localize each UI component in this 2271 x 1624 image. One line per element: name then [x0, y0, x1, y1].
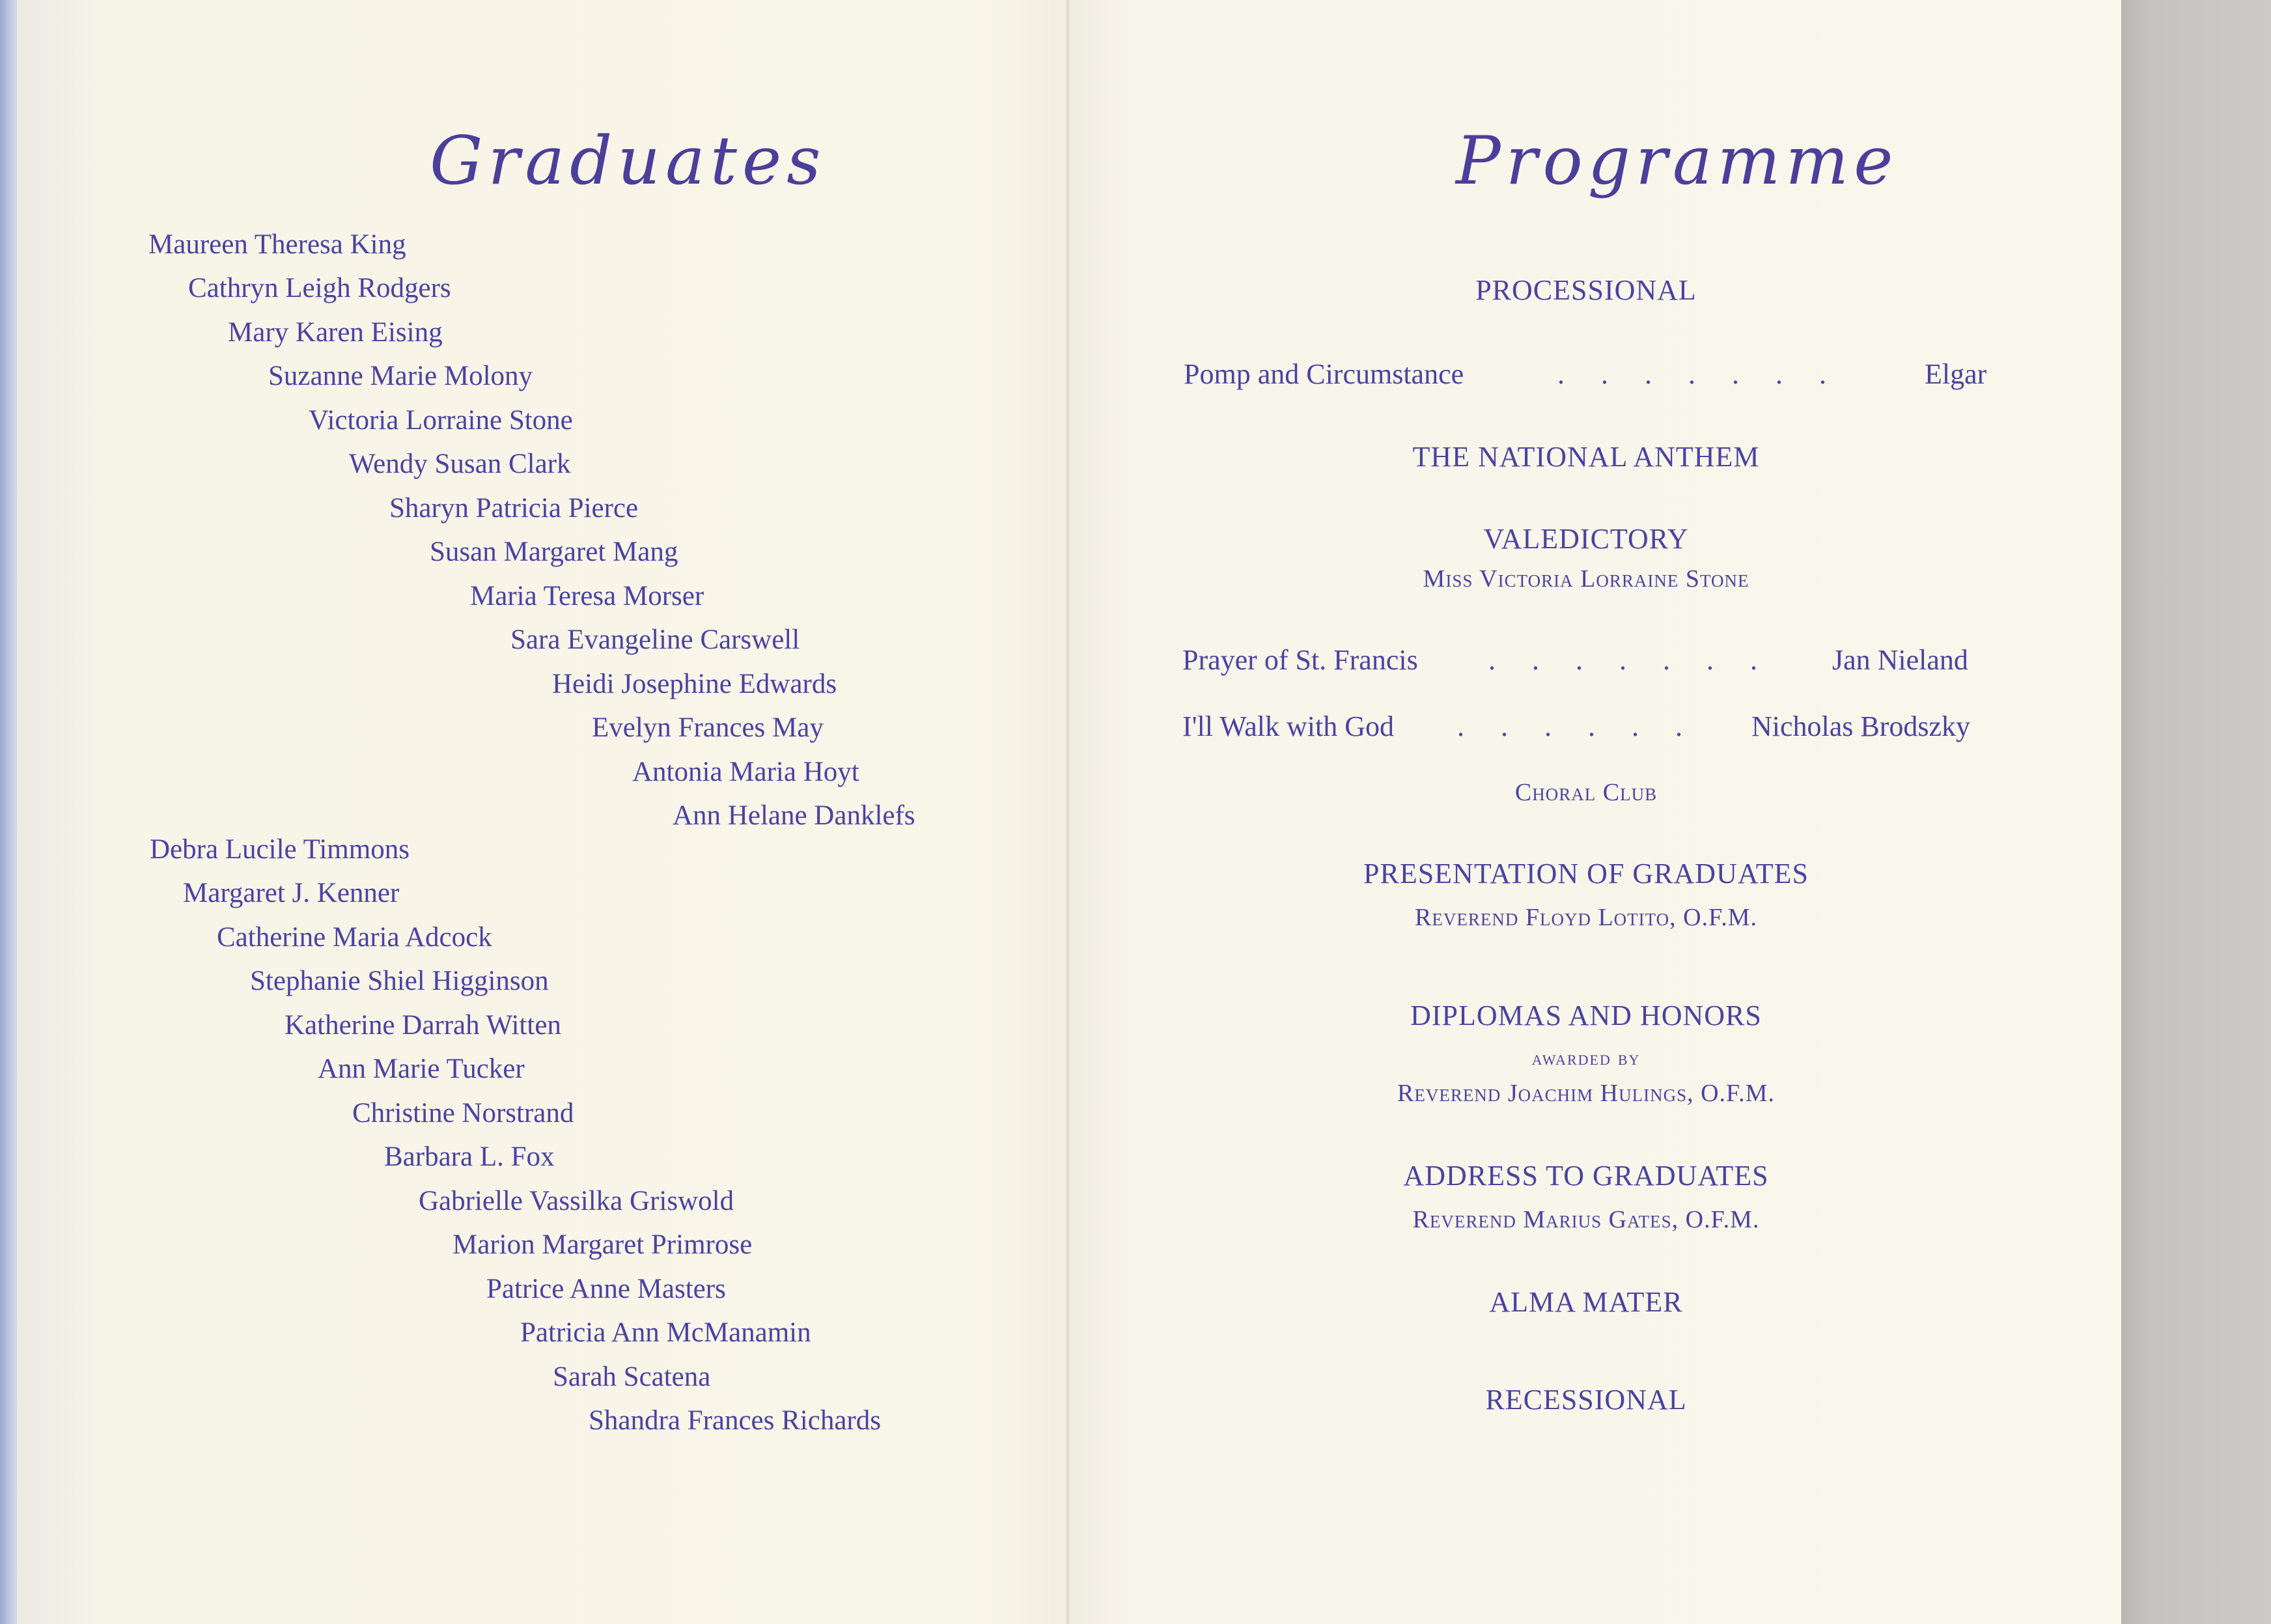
graduate-name: Margaret J. Kenner [183, 878, 400, 908]
valedictorian-name: Miss Victoria Lorraine Stone [1423, 565, 1749, 593]
leader-dots: ....... [1557, 358, 1863, 390]
graduate-name: Evelyn Frances May [592, 712, 824, 743]
presenter-name: Reverend Floyd Lotito, O.F.M. [1415, 904, 1757, 931]
pomp-composer: Elgar [1925, 358, 1987, 390]
leader-dots: ....... [1488, 644, 1794, 676]
programme-title: Programme [1456, 122, 1899, 200]
cover-edge [0, 0, 17, 1624]
anthem-heading: THE NATIONAL ANTHEM [1412, 441, 1760, 473]
graduate-name: Stephanie Shiel Higginson [250, 966, 549, 996]
graduate-name: Ann Helane Danklefs [673, 800, 915, 831]
graduate-name: Shandra Frances Richards [589, 1405, 881, 1436]
background-shadow [2121, 0, 2271, 1624]
address-heading: ADDRESS TO GRADUATES [1403, 1160, 1769, 1192]
awarder-name: Reverend Joachim Hulings, O.F.M. [1397, 1080, 1775, 1107]
awarded-by: awarded by [1531, 1046, 1641, 1069]
valedictory-heading: VALEDICTORY [1483, 523, 1689, 555]
choral-club: Choral Club [1514, 779, 1658, 806]
graduate-name: Maria Teresa Morser [470, 581, 704, 611]
graduate-name: Gabrielle Vassilka Griswold [419, 1186, 734, 1216]
walk-composer: Nicholas Brodszky [1751, 710, 1971, 742]
graduate-name: Ann Marie Tucker [318, 1054, 525, 1084]
graduate-name: Marion Margaret Primrose [453, 1229, 753, 1260]
graduate-name: Mary Karen Eising [228, 317, 443, 348]
graduate-name: Sharyn Patricia Pierce [389, 493, 639, 524]
presentation-heading: PRESENTATION OF GRADUATES [1363, 858, 1809, 889]
graduate-name: Heidi Josephine Edwards [552, 669, 837, 699]
graduate-name: Patricia Ann McManamin [520, 1317, 811, 1348]
prayer-composer: Jan Nieland [1832, 644, 1968, 676]
graduate-name: Maureen Theresa King [148, 229, 406, 260]
graduate-name: Barbara L. Fox [384, 1141, 555, 1172]
programme-page [1069, 0, 2121, 1624]
graduate-name: Catherine Maria Adcock [217, 922, 492, 953]
graduates-title: Graduates [430, 122, 826, 200]
graduate-name: Sarah Scatena [553, 1362, 711, 1392]
graduate-name: Christine Norstrand [352, 1098, 574, 1128]
graduate-name: Wendy Susan Clark [349, 449, 571, 479]
graduate-name: Cathryn Leigh Rodgers [188, 273, 451, 303]
graduate-name: Antonia Maria Hoyt [632, 757, 859, 787]
graduate-name: Patrice Anne Masters [486, 1274, 726, 1304]
graduate-name: Sara Evangeline Carswell [510, 624, 800, 655]
prayer-piece: Prayer of St. Francis [1182, 644, 1418, 676]
walk-piece: I'll Walk with God [1182, 710, 1394, 742]
addresser-name: Reverend Marius Gates, O.F.M. [1412, 1206, 1760, 1233]
alma-mater-heading: ALMA MATER [1489, 1286, 1683, 1318]
processional-heading: PROCESSIONAL [1475, 274, 1697, 306]
graduate-name: Victoria Lorraine Stone [309, 405, 573, 436]
graduate-name: Katherine Darrah Witten [285, 1010, 561, 1041]
recessional-heading: RECESSIONAL [1485, 1384, 1687, 1416]
graduate-name: Debra Lucile Timmons [150, 834, 410, 865]
diplomas-heading: DIPLOMAS AND HONORS [1410, 1000, 1762, 1031]
pomp-piece: Pomp and Circumstance [1184, 358, 1464, 390]
graduate-name: Susan Margaret Mang [430, 537, 678, 567]
leader-dots: ...... [1457, 710, 1719, 742]
graduate-name: Suzanne Marie Molony [268, 361, 533, 391]
